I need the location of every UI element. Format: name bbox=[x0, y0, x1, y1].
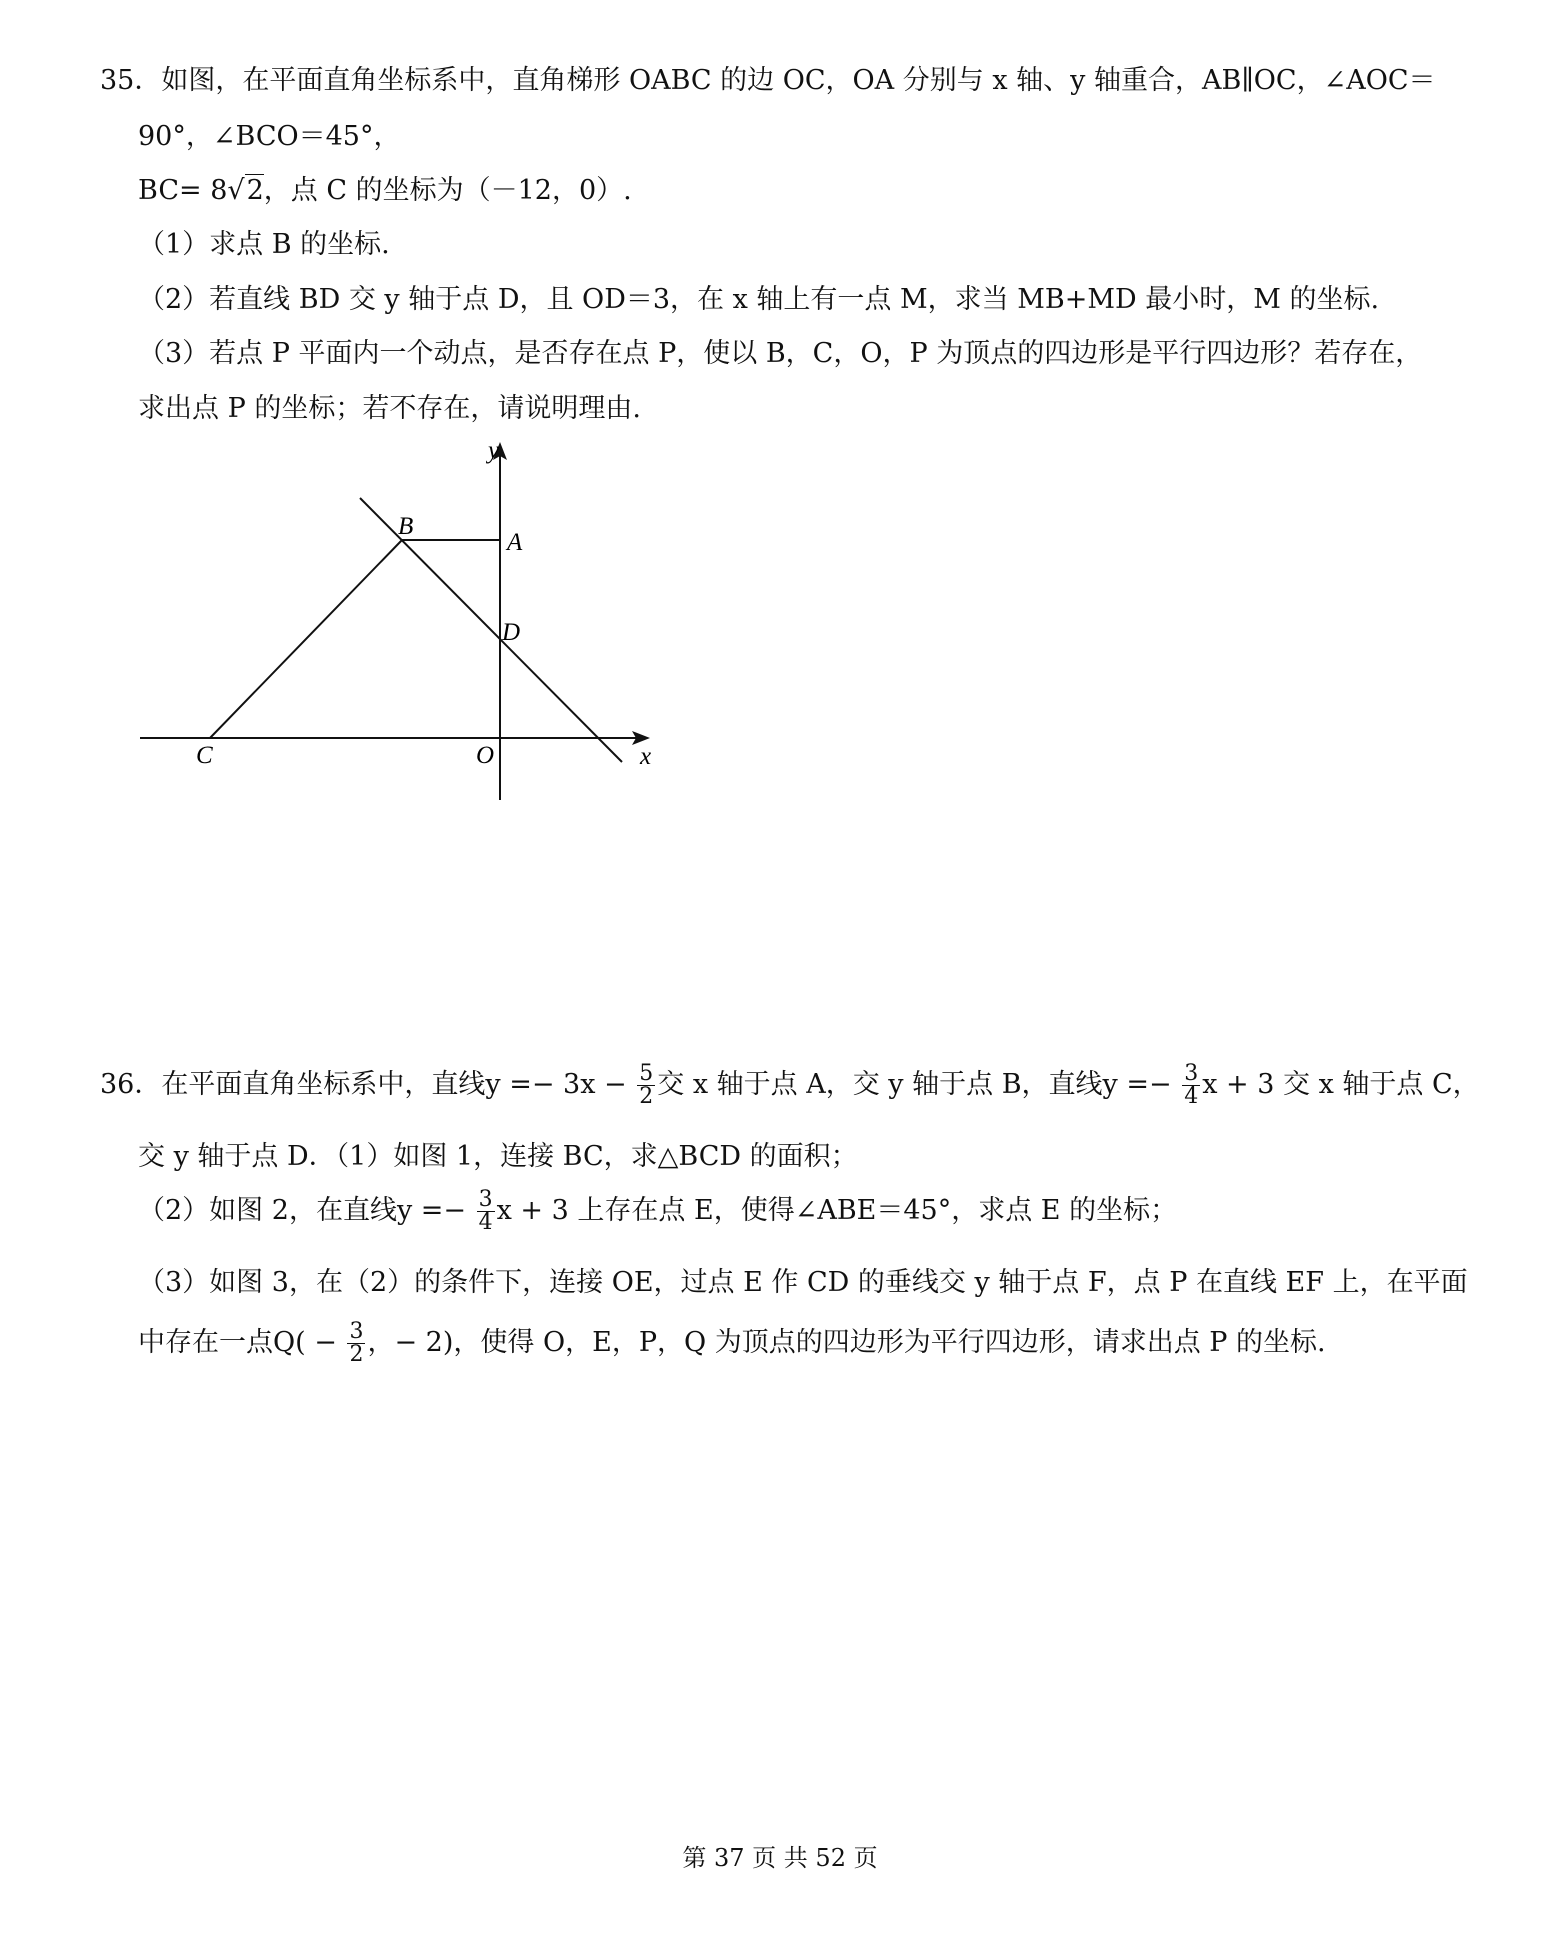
geometry-figure bbox=[130, 428, 690, 808]
q36-line1-a: 36．在平面直角坐标系中，直线y =− 3x − bbox=[100, 1069, 627, 1100]
q36-line1 bbox=[100, 1062, 1480, 1108]
q36-line1-c: x + 3 交 x 轴于点 C， bbox=[1202, 1069, 1480, 1100]
sqrt-symbol: √ bbox=[227, 175, 245, 206]
q36-line4: （3）如图 3，在（2）的条件下，连接 OE，过点 E 作 CD 的垂线交 y 轴于点 F，点 P 在直线 EF 上，在平面 bbox=[138, 1267, 1468, 1298]
frac-num: 3 bbox=[1184, 1061, 1199, 1086]
q36-line3-b: x + 3 上存在点 E，使得∠ABE＝45°，求点 E 的坐标； bbox=[496, 1195, 1178, 1226]
q35-line2: 90°，∠BCO＝45°， bbox=[138, 121, 401, 152]
q35-line1: 35．如图，在平面直角坐标系中，直角梯形 OABC 的边 OC，OA 分别与 x 轴、y 轴重合，AB∥OC，∠AOC＝ bbox=[100, 65, 1436, 96]
label-y: y bbox=[488, 437, 500, 464]
label-b: B bbox=[398, 513, 414, 540]
label-d: D bbox=[502, 619, 521, 646]
label-x: x bbox=[640, 743, 652, 770]
q36-line3 bbox=[138, 1188, 1177, 1234]
q36-line5-a: 中存在一点Q( − bbox=[138, 1327, 337, 1358]
frac-den: 4 bbox=[1184, 1084, 1199, 1109]
q36-line3-a: （2）如图 2，在直线y =− bbox=[138, 1195, 467, 1226]
q35-sub1: （1）求点 B 的坐标. bbox=[138, 229, 390, 260]
q35-sub3b: 求出点 P 的坐标；若不存在，请说明理由. bbox=[138, 393, 641, 424]
fraction-3-2 bbox=[347, 1321, 365, 1366]
q36-line2: 交 y 轴于点 D．（1）如图 1，连接 BC，求△BCD 的面积； bbox=[138, 1141, 858, 1172]
q35-sub3a: （3）若点 P 平面内一个动点，是否存在点 P，使以 B，C，O，P 为顶点的四边形是平行四边形？若存在， bbox=[138, 338, 1423, 369]
label-c: C bbox=[196, 742, 213, 769]
frac-den: 2 bbox=[639, 1084, 654, 1109]
label-a: A bbox=[507, 529, 523, 556]
frac-den: 4 bbox=[478, 1210, 493, 1235]
fraction-3-4 bbox=[477, 1189, 495, 1234]
q36-line5-b: ，− 2)，使得 O，E，P，Q 为顶点的四边形为平行四边形，请求出点 P 的坐标. bbox=[367, 1327, 1326, 1358]
frac-den: 2 bbox=[349, 1342, 364, 1367]
page-footer: 第 37 页 共 52 页 bbox=[682, 1844, 878, 1872]
frac-num: 5 bbox=[639, 1061, 654, 1086]
q35-c-coord: ，点 C 的坐标为（－12，0）. bbox=[263, 175, 632, 206]
fraction-5-2 bbox=[637, 1063, 655, 1108]
q36-line1-b: 交 x 轴于点 A，交 y 轴于点 B，直线y =− bbox=[657, 1069, 1172, 1100]
q35-bc-text: BC= 8 bbox=[138, 175, 228, 206]
q35-radicand: 2 bbox=[246, 175, 264, 206]
q35-line3 bbox=[138, 168, 632, 207]
q36-line5 bbox=[138, 1320, 1326, 1366]
fraction-3-4 bbox=[1182, 1063, 1200, 1108]
label-o: O bbox=[476, 742, 495, 769]
q35-sub2: （2）若直线 BD 交 y 轴于点 D，且 OD＝3，在 x 轴上有一点 M，求当 MB+MD 最小时，M 的坐标. bbox=[138, 284, 1380, 315]
segment-bc bbox=[210, 540, 402, 738]
frac-num: 3 bbox=[349, 1319, 364, 1344]
frac-num: 3 bbox=[478, 1187, 493, 1212]
